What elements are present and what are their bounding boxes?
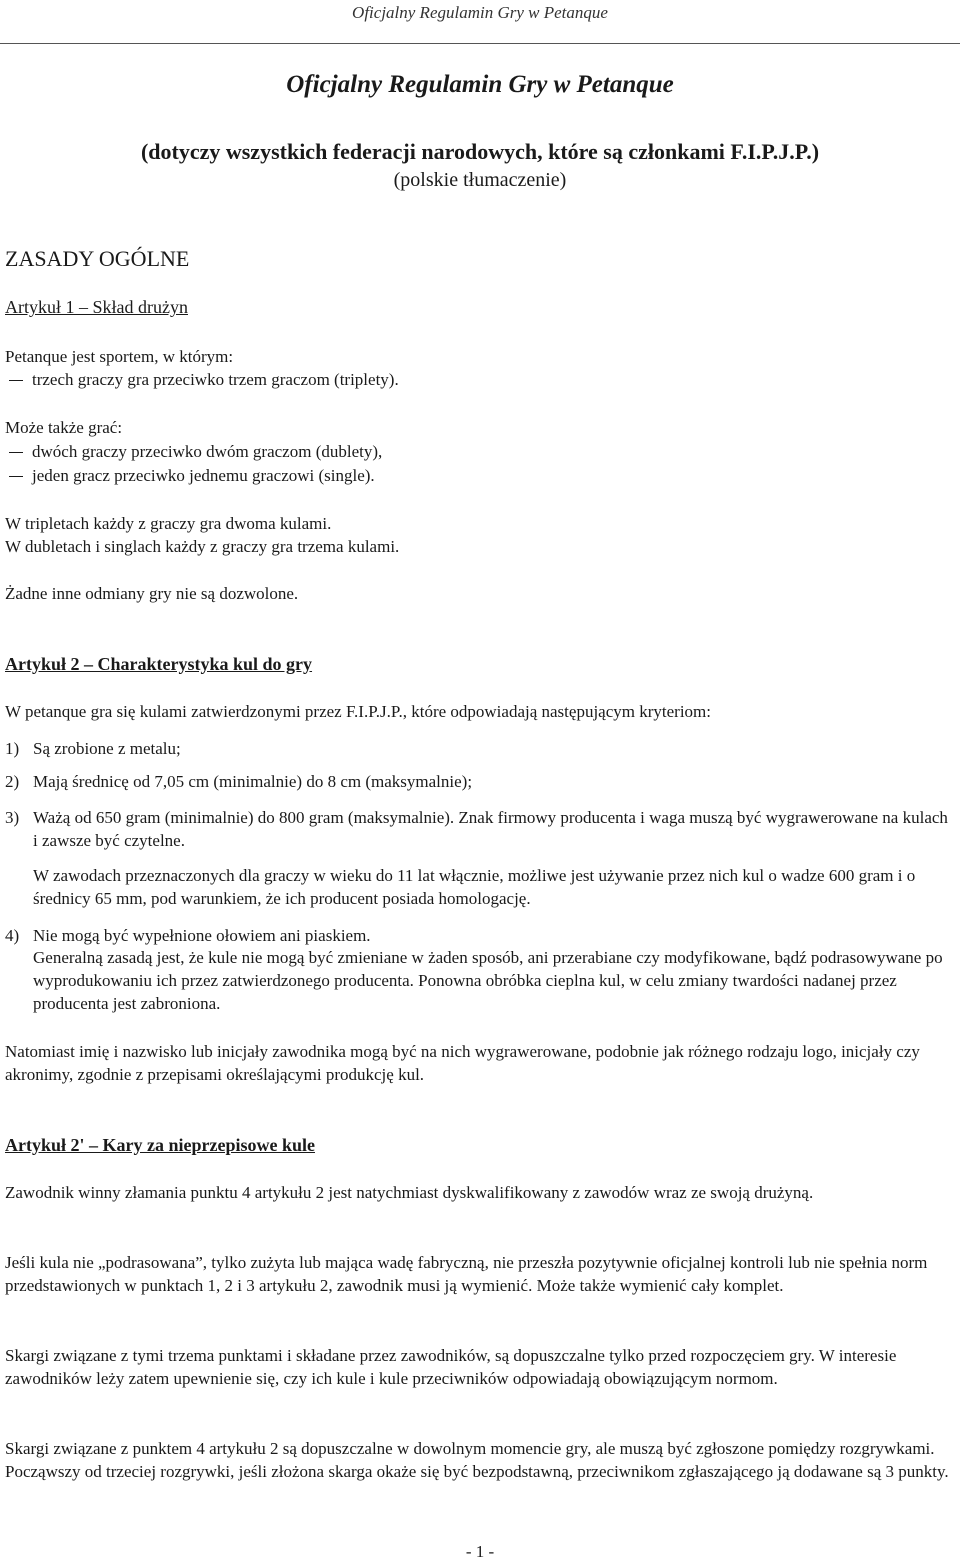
article-2-prime-heading: Artykuł 2' – Kary za nieprzepisowe kule	[5, 1135, 315, 1155]
criteria-number: 3)	[5, 808, 20, 827]
list-item: dwóch graczy przeciwko dwóm graczom (dublety),	[5, 440, 952, 463]
list-item: jeden gracz przeciwko jednemu graczowi (single).	[5, 464, 952, 487]
article-2-heading: Artykuł 2 – Charakterystyka kul do gry	[5, 654, 313, 674]
running-header: Oficjalny Regulamin Gry w Petanque	[352, 3, 608, 22]
criteria-text: Są zrobione z metalu;	[33, 739, 181, 758]
paragraph: W dubletach i singlach każdy z graczy gra trzema kulami.	[5, 537, 400, 556]
criteria-text: Nie mogą być wypełnione ołowiem ani piaskiem.	[33, 926, 371, 945]
criteria-text: Ważą od 650 gram (minimalnie) do 800 gram (maksymalnie). Znak firmowy producenta i waga muszą być wygrawerowane na kulach i zawsze być czytelne.	[33, 808, 948, 850]
document-subtitle: (dotyczy wszystkich federacji narodowych, które są członkami F.I.P.J.P.)	[140, 139, 820, 164]
criteria-item	[5, 770, 952, 793]
criteria-text: Mają średnicę od 7,05 cm (minimalnie) do 8 cm (maksymalnie);	[33, 772, 473, 791]
paragraph: Skargi związane z tymi trzema punktami i składane przez zawodników, są dopuszczalne tylko przed rozpoczęciem gry. W interesie zawodników leży zatem upewnienie się, czy ich kule i kule przeciwników odpowiadają obowiązującym normom.	[5, 1346, 897, 1388]
paragraph: Natomiast imię i nazwisko lub inicjały zawodnika mogą być na nich wygrawerowane, podobnie jak różnego rodzaju logo, inicjały czy akronimy, zgodnie z przepisami określającymi produkcję kul.	[5, 1042, 920, 1084]
paragraph: Zawodnik winny złamania punktu 4 artykułu 2 jest natychmiast dyskwalifikowany z zawodów wraz ze swoją drużyną.	[5, 1183, 814, 1202]
criteria-note: W zawodach przeznaczonych dla graczy w wieku do 11 lat włącznie, możliwe jest używanie przez nich kul o wadze 600 gram i o średnicy 65 mm, pod warunkiem, że ich producent posiada homologację.	[33, 866, 916, 908]
criteria-number: 2)	[5, 772, 20, 791]
page-number: - 1 -	[465, 1542, 495, 1561]
paragraph: Jeśli kula nie „podrasowana”, tylko zużyta lub mająca wadę fabryczną, nie przeszła pozytywnie oficjalnej kontroli lub nie spełnia norm przedstawionych w punktach 1, 2 i 3 artykułu 2, zawodnik musi ją wymienić. Może także wymienić cały komplet.	[5, 1253, 928, 1295]
document-subtitle-translation: (polskie tłumaczenie)	[393, 169, 567, 191]
criteria-number: 1)	[5, 739, 20, 758]
document-title: Oficjalny Regulamin Gry w Petanque	[286, 71, 674, 98]
criteria-note: Generalną zasadą jest, że kule nie mogą być zmieniane w żaden sposób, ani przerabiane czy modyfikowane, bądź podrasowywane po wyprodukowaniu ich przez zatwierdzonego producenta. Ponowna obróbka cieplna kul, w celu zmiany twardości nadanej przez producenta jest zabroniona.	[33, 948, 943, 1013]
article-1-also: Może także grać:	[5, 418, 123, 437]
section-heading: ZASADY OGÓLNE	[5, 246, 190, 271]
criteria-item	[5, 737, 952, 760]
article-2-intro: W petanque gra się kulami zatwierdzonymi przez F.I.P.J.P., które odpowiadają następującym kryteriom:	[5, 702, 711, 721]
criteria-item	[5, 806, 952, 852]
list-item: trzech graczy gra przeciwko trzem graczom (triplety).	[5, 368, 952, 391]
criteria-number: 4)	[5, 926, 20, 945]
criteria-item	[5, 924, 952, 947]
paragraph: W tripletach każdy z graczy gra dwoma kulami.	[5, 514, 332, 533]
paragraph: Żadne inne odmiany gry nie są dozwolone.	[5, 584, 299, 603]
paragraph: Skargi związane z punktem 4 artykułu 2 są dopuszczalne w dowolnym momencie gry, ale muszą być zgłoszone pomiędzy rozgrywkami. Począwszy od trzeciej rozgrywki, jeśli złożona skarga okaże się być bezpodstawną, przeciwnikom zgłaszającego ją dodawane są 3 punkty.	[5, 1439, 949, 1481]
header-divider	[0, 43, 960, 44]
article-1-intro: Petanque jest sportem, w którym:	[5, 347, 234, 366]
article-1-heading: Artykuł 1 – Skład drużyn	[5, 297, 188, 317]
